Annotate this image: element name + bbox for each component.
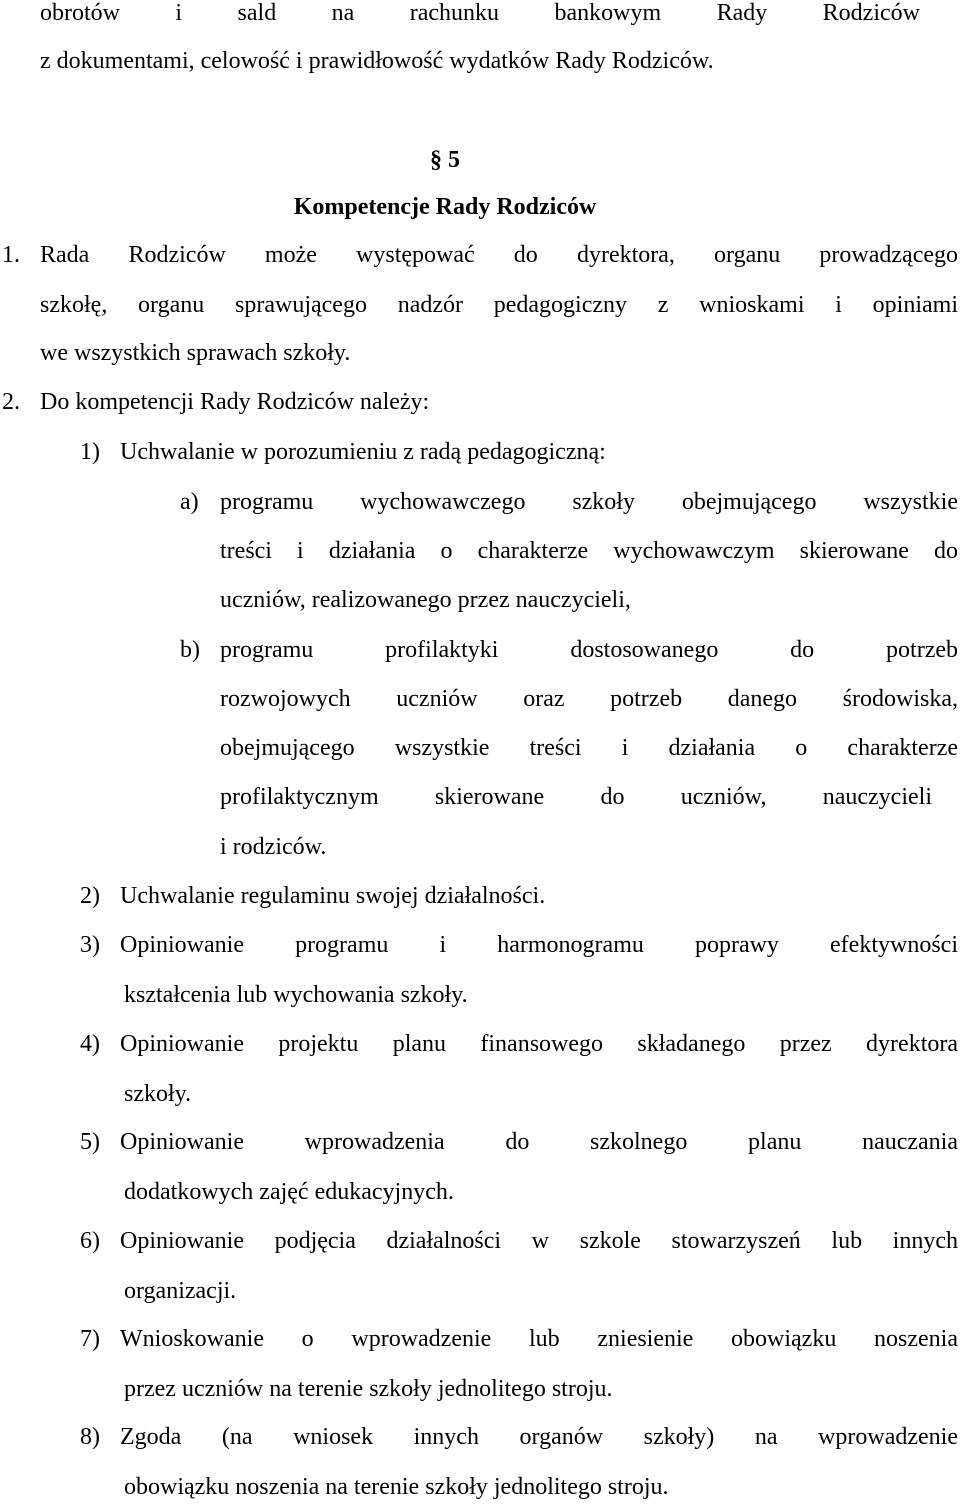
item-line: kształcenia lub wychowania szkoły. [124, 982, 468, 1008]
item-line: Opiniowanie podjęcia działalności w szkole stowarzyszeń lub innych [120, 1228, 958, 1254]
item-line: Opiniowanie programu i harmonogramu poprawy efektywności [120, 932, 958, 958]
subitem-line: treści i działania o charakterze wychowawczym skierowane do [220, 538, 958, 564]
item-label: 1) [80, 439, 100, 465]
subitem-line: rozwojowych uczniów oraz potrzeb danego środowiska, [220, 686, 958, 712]
subitem-line: programu wychowawczego szkoły obejmującego wszystkie [220, 489, 958, 515]
point-1-label: 1. [2, 242, 20, 268]
item-line: dodatkowych zajęć edukacyjnych. [124, 1179, 454, 1205]
item-line: Uchwalanie regulaminu swojej działalności. [120, 883, 546, 909]
intro-line-2: z dokumentami, celowość i prawidłowość wydatków Rady Rodziców. [40, 48, 714, 74]
item-line: organizacji. [124, 1278, 237, 1304]
item-label: 8) [80, 1424, 100, 1450]
section-title: Kompetencje Rady Rodziców [293, 194, 597, 220]
item-line: Zgoda (na wniosek innych organów szkoły) na wprowadzenie [120, 1424, 958, 1450]
section-number: § 5 [430, 147, 460, 173]
subitem-line: uczniów, realizowanego przez nauczycieli, [220, 587, 631, 613]
subitem-line: obejmującego wszystkie treści i działania o charakterze [220, 735, 958, 761]
item-label: 3) [80, 932, 100, 958]
item-label: 4) [80, 1031, 100, 1057]
subitem-label: b) [180, 637, 200, 663]
subitem-line: programu profilaktyki dostosowanego do potrzeb [220, 637, 958, 663]
subitem-line: i rodziców. [220, 834, 327, 860]
item-line: przez uczniów na terenie szkoły jednolitego stroju. [124, 1376, 613, 1402]
point-1-line-3: we wszystkich sprawach szkoły. [40, 340, 351, 366]
point-1-line-2: szkołę, organu sprawującego nadzór pedagogiczny z wnioskami i opiniami [40, 292, 958, 318]
item-label: 6) [80, 1228, 100, 1254]
item-line: Opiniowanie projektu planu finansowego składanego przez dyrektora [120, 1031, 958, 1057]
subitem-label: a) [180, 489, 199, 515]
item-line: Uchwalanie w porozumieniu z radą pedagogiczną: [120, 439, 606, 465]
subitem-line: profilaktycznym skierowane do uczniów, nauczycieli [220, 784, 932, 810]
point-1-line-1: Rada Rodziców może występować do dyrektora, organu prowadzącego [40, 242, 958, 268]
item-label: 2) [80, 883, 100, 909]
item-label: 5) [80, 1129, 100, 1155]
item-line: obowiązku noszenia na terenie szkoły jednolitego stroju. [124, 1474, 669, 1500]
point-2-text: Do kompetencji Rady Rodziców należy: [40, 389, 430, 415]
point-2-label: 2. [2, 389, 20, 415]
item-line: Opiniowanie wprowadzenia do szkolnego planu nauczania [120, 1129, 958, 1155]
item-label: 7) [80, 1326, 100, 1352]
intro-line-1: obrotów i sald na rachunku bankowym Rady Rodziców [40, 0, 920, 26]
item-line: Wnioskowanie o wprowadzenie lub zniesienie obowiązku noszenia [120, 1326, 958, 1352]
item-line: szkoły. [124, 1081, 192, 1107]
